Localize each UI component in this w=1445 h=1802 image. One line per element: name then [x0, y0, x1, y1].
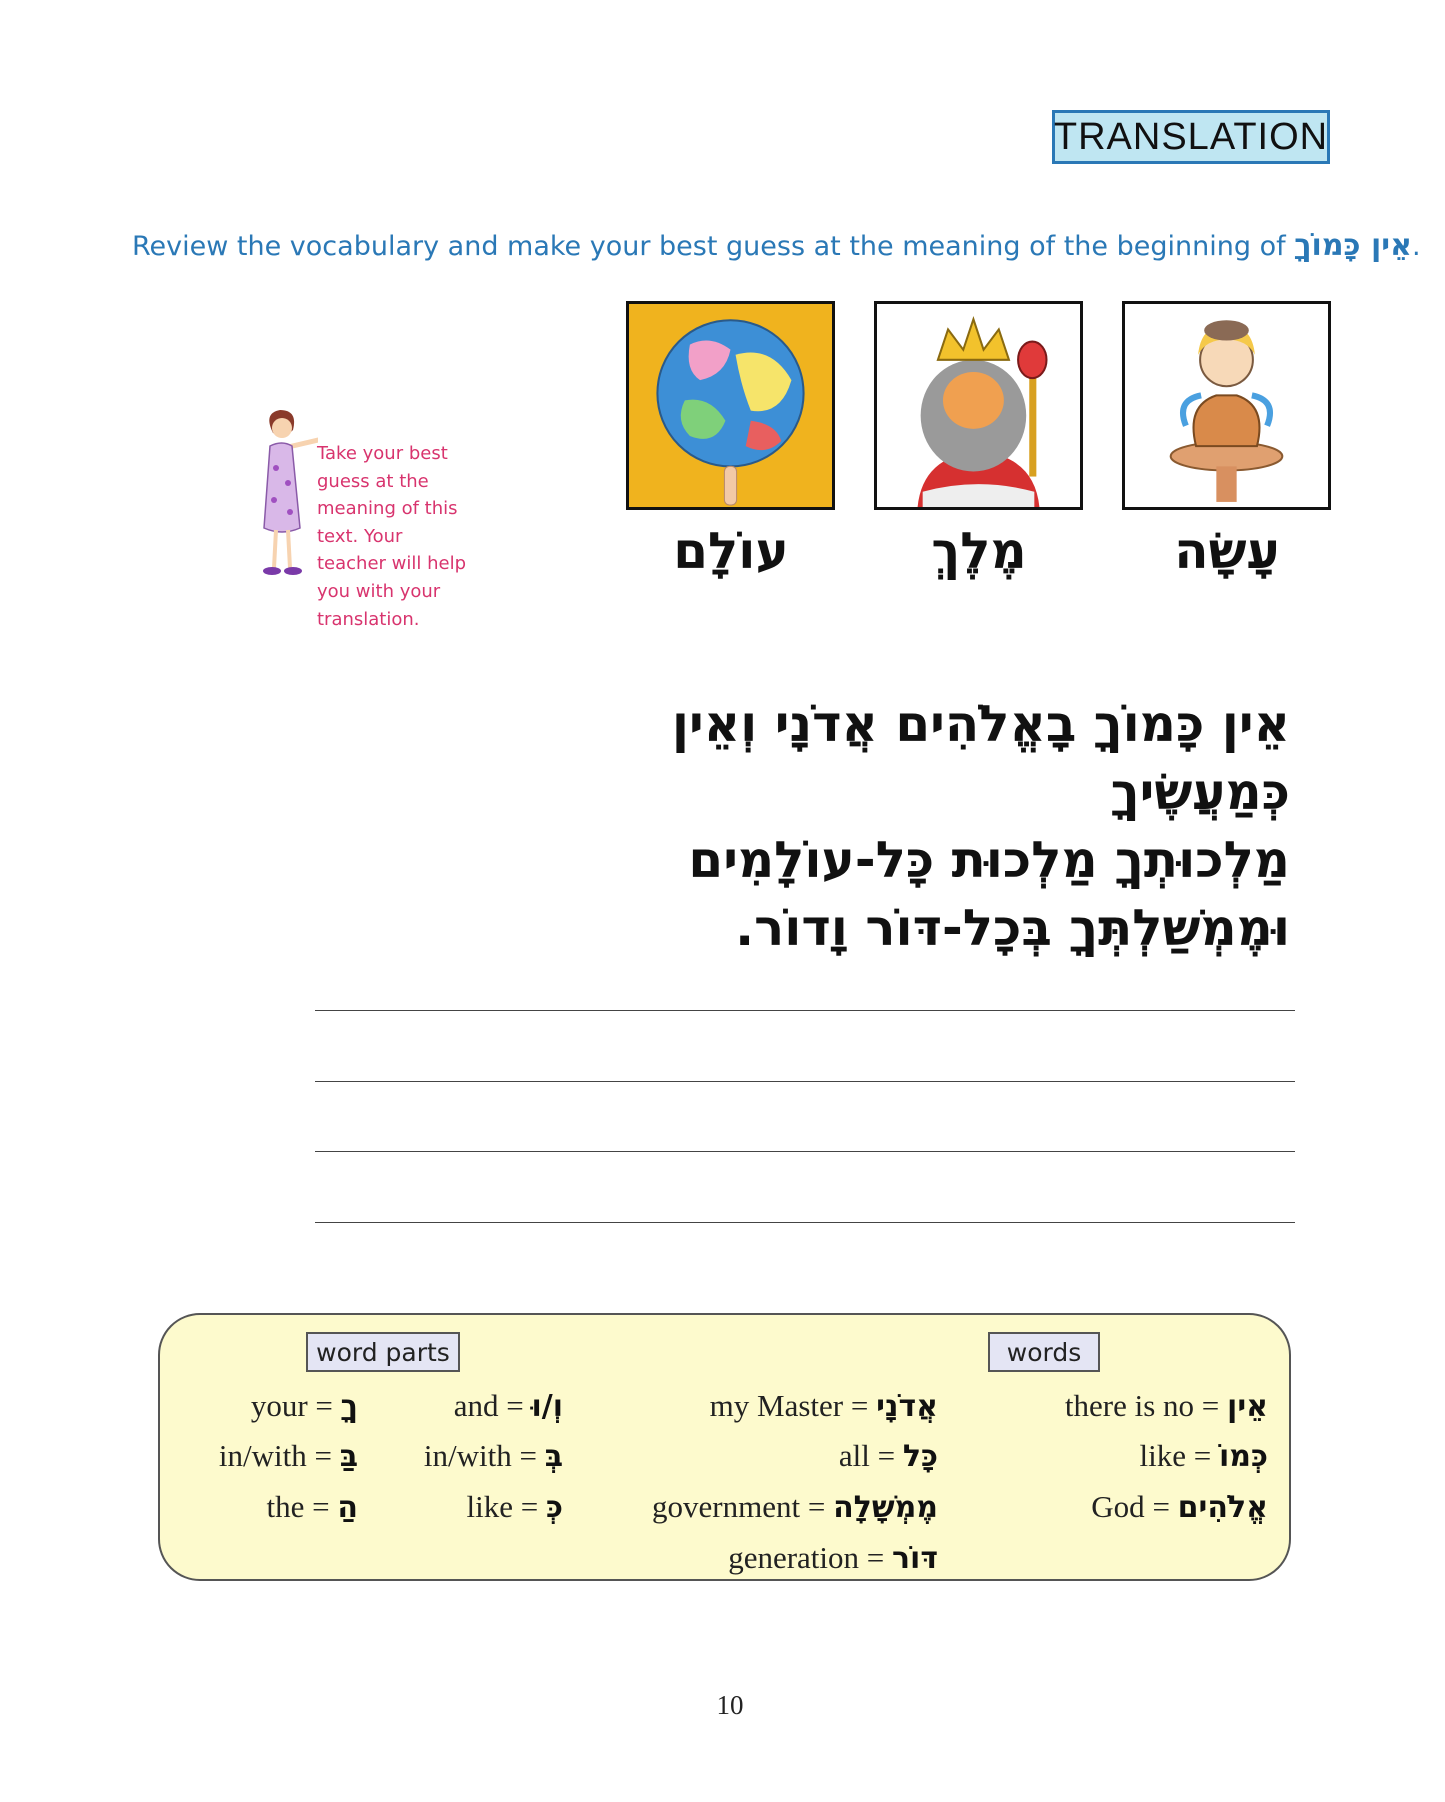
vocab-entry: generation = דּוֹר — [728, 1540, 938, 1576]
section-title: TRANSLATION — [1052, 110, 1330, 164]
instruction-english: Review the vocabulary and make your best guess at the meaning of the beginning of — [132, 231, 1286, 262]
vocab-entry: there is no = אֵין — [1064, 1388, 1268, 1424]
vocab-entry: your = ךָ — [250, 1388, 358, 1424]
vocab-entry: God = אֱלֹהִים — [1091, 1489, 1268, 1525]
hebrew-passage — [530, 690, 1290, 962]
vocab-entry: government = מֶמְשָׁלָה — [652, 1489, 938, 1525]
word-parts-label: word parts — [306, 1332, 460, 1372]
vocab-entry: the = הַ — [266, 1489, 358, 1525]
passage-line-2: מַלְכוּתְךָ מַלְכוּת כָּל-עוֹלָמִים — [688, 831, 1290, 889]
potter-image — [1122, 301, 1331, 510]
instruction-period: . — [1411, 231, 1421, 262]
vocab-entry: like = כְּמוֹ — [1139, 1438, 1268, 1474]
picture-word-globe: עוֹלָם — [673, 522, 789, 580]
page-number: 10 — [716, 1690, 744, 1720]
passage-line-3: וּמֶמְשַׁלְתְּךָ בְּכָל-דּוֹר וָדוֹר. — [735, 899, 1290, 957]
girl-illustration — [248, 408, 318, 583]
globe-image — [626, 301, 835, 510]
tip-text: Take your best guess at the meaning of this text. Your teacher will help you with your translation. — [317, 443, 467, 630]
passage-line-1: אֵין כָּמוֹךָ בָאֱלֹהִים אֲדֹנָי וְאֵין כְּמַעֲשֶׂיךָ — [671, 695, 1290, 821]
instruction-text — [132, 228, 1421, 263]
answer-line-3[interactable] — [315, 1151, 1295, 1152]
vocab-entry: all = כָּל — [838, 1438, 938, 1474]
vocab-entry: my Master = אֲדֹנָי — [709, 1388, 938, 1424]
vocab-entry: in/with = בַּ — [218, 1438, 358, 1474]
instruction-hebrew: אֵין כָּמוֹךָ — [1294, 228, 1412, 263]
picture-word-king: מֶלֶךְ — [931, 522, 1027, 580]
words-label: words — [988, 1332, 1100, 1372]
answer-line-1[interactable] — [315, 1010, 1295, 1011]
vocab-entry: and = וְ/וּ — [453, 1388, 563, 1424]
answer-line-2[interactable] — [315, 1081, 1295, 1082]
picture-word-potter: עָשָׂה — [1174, 522, 1280, 580]
vocab-entry: in/with = בְּ — [423, 1438, 563, 1474]
king-image — [874, 301, 1083, 510]
vocab-entry: like = כְּ — [466, 1489, 563, 1525]
answer-line-4[interactable] — [315, 1222, 1295, 1223]
